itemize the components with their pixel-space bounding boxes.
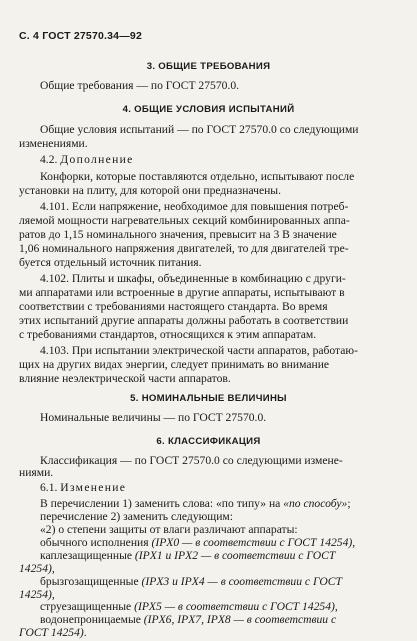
list-line: обычного исполнения (IPX0 — в соответствии с ГОСТ 14254), [40,535,356,549]
section-4-heading: 4. ОБЩИЕ УСЛОВИЯ ИСПЫТАНИЙ [122,104,295,115]
clause-4-2-title [40,154,134,166]
paragraph-line: 4.102. Плиты и шкафы, объединенные в комбинацию с други- [40,272,346,285]
list-line: струезащищенные (IPX5 — в соответствии с ГОСТ 14254), [40,600,338,614]
section-5-text: Номинальные величины — по ГОСТ 27570.0. [40,411,267,424]
list-line: каплезащищенные (IPX1 и IPX2 — в соответствии с ГОСТ [40,548,336,562]
list-line: 14254), [19,587,55,601]
paragraph-line: буется отдельный источник питания. [19,256,202,269]
clause-6-1-title [40,482,126,494]
paragraph-line: ратов до 1,15 номинального значения, превысит на 3 В значение [19,228,337,241]
section-6-intro-line-1: Классификация — по ГОСТ 27570.0 со следующими измене- [40,453,343,467]
section-4-intro-line-2: изменениями. [19,137,88,150]
page-number: С. 4 [19,30,40,42]
running-header [19,30,142,42]
paragraph-line: Конфорки, которые поставляются отдельно, испытывают после [40,170,355,183]
paragraph-line: соответствии с требованиями настоящего стандарта. Во время [19,300,328,313]
paragraph-line: 1,06 номинального напряжения двигателей, то для двигателей тре- [19,242,349,255]
section-3-text: Общие требования — по ГОСТ 27570.0. [40,79,240,92]
paragraph-line: с требованиями стандартов, относящихся к этим аппаратам. [19,328,317,341]
paragraph-line: этих испытаний другие аппараты должны работать в соответствии [19,314,349,327]
section-4-intro-line-1: Общие условия испытаний — по ГОСТ 27570.0 со следующими [40,123,359,136]
paragraph-line: 4.103. При испытании электрической части аппаратов, работаю- [40,344,358,357]
section-3-heading: 3. ОБЩИЕ ТРЕБОВАНИЯ [146,61,271,72]
list-line: ГОСТ 14254). [19,626,87,640]
paragraph-line: ми аппаратами или встроенные в другие аппараты, испытывают в [19,286,345,299]
clause-6-1-label: Изменение [60,481,127,495]
list-line: «2) о степени защиты от влаги различают аппараты: [40,522,298,536]
list-line: 14254), [19,561,55,575]
list-line: водонепроницаемые (IPX6, IPX7, IPX8 — в соответствии с [40,613,337,627]
section-6-heading: 6. КЛАССИФИКАЦИЯ [156,436,261,447]
list-line: перечисление 2) заменить следующим: [40,509,233,523]
clause-6-1-number: 6.1. [40,481,58,495]
clause-4-2-label: Дополнение [60,153,134,166]
paragraph-line: установки на плиту, для которой они предназначены. [19,184,281,197]
paragraph-line: влияние неэлектрической части аппаратов. [19,372,231,385]
list-line: брызгозащищенные (IPX3 и IPX4 — в соответствии с ГОСТ [40,574,342,588]
section-5-heading: 5. НОМИНАЛЬНЫЕ ВЕЛИЧИНЫ [130,393,287,404]
clause-4-2-number: 4.2. [40,153,58,166]
paragraph-line: щих на других видах энергии, следует принимать во внимание [19,358,330,371]
paragraph-line: ляемой мощности нагревательных секций комбинированных аппа- [19,214,350,227]
section-6-intro-line-2: ниями. [19,466,54,480]
list-line: В перечислении 1) заменить слова: «по типу» на «по способу»; [40,496,351,510]
standard-number: ГОСТ 27570.34—92 [42,30,142,42]
paragraph-line: 4.101. Если напряжение, необходимое для повышения потреб- [40,200,349,213]
